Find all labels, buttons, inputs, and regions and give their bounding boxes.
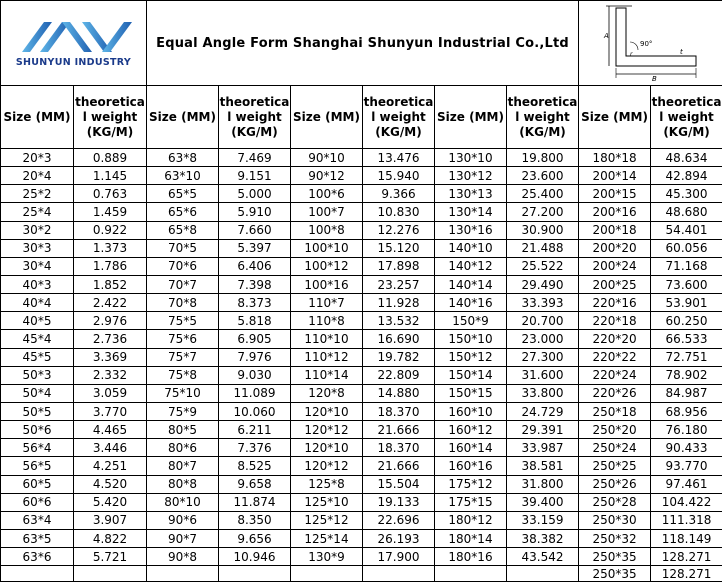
weight-cell: 60.056 xyxy=(651,239,722,257)
size-cell: 60*6 xyxy=(1,493,74,511)
size-cell: 130*13 xyxy=(435,185,507,203)
size-cell: 100*8 xyxy=(291,221,363,239)
page-title: Equal Angle Form Shanghai Shunyun Industrial Co.,Ltd xyxy=(147,1,579,86)
weight-cell: 27.300 xyxy=(507,348,579,366)
weight-cell: 8.525 xyxy=(219,457,291,475)
weight-cell: 76.180 xyxy=(651,421,722,439)
weight-cell: 23.257 xyxy=(363,275,435,293)
size-cell: 110*12 xyxy=(291,348,363,366)
weight-cell: 118.149 xyxy=(651,529,722,547)
table-row xyxy=(1,457,722,475)
weight-cell: 4.822 xyxy=(74,529,147,547)
weight-cell: 22.809 xyxy=(363,366,435,384)
weight-cell: 0.763 xyxy=(74,185,147,203)
size-cell: 75*9 xyxy=(147,402,219,420)
weight-cell: 39.400 xyxy=(507,493,579,511)
weight-cell: 6.905 xyxy=(219,330,291,348)
size-cell: 250*30 xyxy=(579,511,651,529)
size-cell: 70*8 xyxy=(147,294,219,312)
logo-cell xyxy=(1,1,147,86)
size-cell: 180*18 xyxy=(579,149,651,167)
size-cell: 90*6 xyxy=(147,511,219,529)
table-row xyxy=(1,185,722,203)
weight-cell: 3.446 xyxy=(74,439,147,457)
weight-cell: 9.658 xyxy=(219,475,291,493)
size-cell: 160*10 xyxy=(435,402,507,420)
size-cell: 75*7 xyxy=(147,348,219,366)
weight-cell: 73.600 xyxy=(651,275,722,293)
weight-cell: 3.770 xyxy=(74,402,147,420)
size-cell: 125*12 xyxy=(291,511,363,529)
weight-cell: 53.901 xyxy=(651,294,722,312)
size-cell: 150*12 xyxy=(435,348,507,366)
size-cell: 50*3 xyxy=(1,366,74,384)
weight-cell: 42.894 xyxy=(651,167,722,185)
table-row xyxy=(1,257,722,275)
size-cell: 250*24 xyxy=(579,439,651,457)
size-cell: 120*10 xyxy=(291,439,363,457)
size-cell: 60*5 xyxy=(1,475,74,493)
column-header-size: Size (MM) xyxy=(147,86,219,149)
weight-cell: 17.898 xyxy=(363,257,435,275)
company-logo xyxy=(1,18,146,68)
weight-cell: 2.976 xyxy=(74,312,147,330)
weight-cell: 0.922 xyxy=(74,221,147,239)
table-row xyxy=(1,421,722,439)
size-cell: 150*15 xyxy=(435,384,507,402)
weight-cell: 71.168 xyxy=(651,257,722,275)
logo-mark-icon xyxy=(14,18,134,54)
size-cell: 200*24 xyxy=(579,257,651,275)
weight-cell: 13.476 xyxy=(363,149,435,167)
table-row xyxy=(1,475,722,493)
weight-cell: 2.422 xyxy=(74,294,147,312)
size-cell: 220*26 xyxy=(579,384,651,402)
weight-cell: 18.370 xyxy=(363,402,435,420)
table-row xyxy=(1,348,722,366)
weight-cell: 90.433 xyxy=(651,439,722,457)
size-cell: 100*16 xyxy=(291,275,363,293)
size-cell: 63*8 xyxy=(147,149,219,167)
weight-cell: 7.976 xyxy=(219,348,291,366)
size-cell: 250*35 xyxy=(579,566,651,582)
empty-cell xyxy=(507,566,579,582)
size-cell: 30*2 xyxy=(1,221,74,239)
label-t: t xyxy=(680,48,683,56)
size-cell: 150*10 xyxy=(435,330,507,348)
column-header-size: Size (MM) xyxy=(579,86,651,149)
logo-text: SHUNYUN INDUSTRY xyxy=(16,58,131,68)
size-cell: 50*4 xyxy=(1,384,74,402)
size-cell: 250*26 xyxy=(579,475,651,493)
size-cell: 110*7 xyxy=(291,294,363,312)
weight-cell: 23.600 xyxy=(507,167,579,185)
size-cell: 250*20 xyxy=(579,421,651,439)
label-a: A xyxy=(603,32,609,40)
weight-cell: 22.696 xyxy=(363,511,435,529)
size-cell: 125*8 xyxy=(291,475,363,493)
size-cell: 160*16 xyxy=(435,457,507,475)
weight-cell: 21.488 xyxy=(507,239,579,257)
weight-cell: 6.211 xyxy=(219,421,291,439)
size-cell: 63*4 xyxy=(1,511,74,529)
column-header-size: Size (MM) xyxy=(291,86,363,149)
weight-cell: 24.729 xyxy=(507,402,579,420)
weight-cell: 25.400 xyxy=(507,185,579,203)
size-cell: 250*35 xyxy=(579,548,651,566)
size-cell: 140*10 xyxy=(435,239,507,257)
size-cell: 120*12 xyxy=(291,421,363,439)
weight-cell: 2.332 xyxy=(74,366,147,384)
weight-cell: 9.656 xyxy=(219,529,291,547)
weight-cell: 10.830 xyxy=(363,203,435,221)
empty-cell xyxy=(147,566,219,582)
weight-cell: 11.874 xyxy=(219,493,291,511)
size-cell: 40*3 xyxy=(1,275,74,293)
size-cell: 65*6 xyxy=(147,203,219,221)
size-cell: 180*16 xyxy=(435,548,507,566)
table-body xyxy=(1,149,722,582)
label-angle: 90° xyxy=(640,40,652,48)
table-row xyxy=(1,529,722,547)
weight-cell: 48.680 xyxy=(651,203,722,221)
size-cell: 90*10 xyxy=(291,149,363,167)
size-cell: 250*28 xyxy=(579,493,651,511)
size-cell: 175*12 xyxy=(435,475,507,493)
weight-cell: 15.504 xyxy=(363,475,435,493)
weight-cell: 104.422 xyxy=(651,493,722,511)
size-cell: 140*16 xyxy=(435,294,507,312)
weight-cell: 4.465 xyxy=(74,421,147,439)
table-row xyxy=(1,402,722,420)
size-cell: 130*14 xyxy=(435,203,507,221)
weight-cell: 9.366 xyxy=(363,185,435,203)
weight-cell: 128.271 xyxy=(651,548,722,566)
size-cell: 110*10 xyxy=(291,330,363,348)
weight-cell: 11.928 xyxy=(363,294,435,312)
size-cell: 80*10 xyxy=(147,493,219,511)
size-cell: 65*8 xyxy=(147,221,219,239)
weight-cell: 84.987 xyxy=(651,384,722,402)
table-row xyxy=(1,149,722,167)
column-header-weight: theoretical weight (KG/M) xyxy=(74,86,147,149)
weight-cell: 45.300 xyxy=(651,185,722,203)
weight-cell: 3.059 xyxy=(74,384,147,402)
weight-cell: 10.060 xyxy=(219,402,291,420)
weight-cell: 1.145 xyxy=(74,167,147,185)
weight-cell: 16.690 xyxy=(363,330,435,348)
weight-cell: 5.910 xyxy=(219,203,291,221)
label-b: B xyxy=(652,75,657,82)
size-cell: 100*7 xyxy=(291,203,363,221)
size-cell: 180*14 xyxy=(435,529,507,547)
weight-cell: 38.581 xyxy=(507,457,579,475)
weight-cell: 11.089 xyxy=(219,384,291,402)
size-cell: 110*14 xyxy=(291,366,363,384)
weight-cell: 20.700 xyxy=(507,312,579,330)
weight-cell: 111.318 xyxy=(651,511,722,529)
weight-cell: 33.987 xyxy=(507,439,579,457)
size-cell: 90*12 xyxy=(291,167,363,185)
size-cell: 220*24 xyxy=(579,366,651,384)
weight-cell: 4.251 xyxy=(74,457,147,475)
table-row xyxy=(1,493,722,511)
size-cell: 150*9 xyxy=(435,312,507,330)
weight-cell: 31.800 xyxy=(507,475,579,493)
size-cell: 125*14 xyxy=(291,529,363,547)
weight-cell: 26.193 xyxy=(363,529,435,547)
size-cell: 130*9 xyxy=(291,548,363,566)
empty-cell xyxy=(1,566,74,582)
weight-cell: 1.852 xyxy=(74,275,147,293)
size-cell: 140*12 xyxy=(435,257,507,275)
weight-cell: 21.666 xyxy=(363,457,435,475)
size-cell: 160*12 xyxy=(435,421,507,439)
weight-cell: 33.159 xyxy=(507,511,579,529)
size-cell: 200*16 xyxy=(579,203,651,221)
column-header-weight: theoretical weight (KG/M) xyxy=(651,86,722,149)
size-cell: 125*10 xyxy=(291,493,363,511)
weight-cell: 9.151 xyxy=(219,167,291,185)
size-cell: 70*6 xyxy=(147,257,219,275)
size-cell: 80*8 xyxy=(147,475,219,493)
size-cell: 90*7 xyxy=(147,529,219,547)
column-header-weight: theoretical weight (KG/M) xyxy=(219,86,291,149)
weight-cell: 14.880 xyxy=(363,384,435,402)
table-row xyxy=(1,384,722,402)
weight-cell: 93.770 xyxy=(651,457,722,475)
weight-cell: 2.736 xyxy=(74,330,147,348)
size-cell: 180*12 xyxy=(435,511,507,529)
weight-cell: 15.940 xyxy=(363,167,435,185)
size-cell: 130*16 xyxy=(435,221,507,239)
size-cell: 75*5 xyxy=(147,312,219,330)
size-cell: 63*10 xyxy=(147,167,219,185)
weight-cell: 7.660 xyxy=(219,221,291,239)
size-cell: 200*25 xyxy=(579,275,651,293)
table-row xyxy=(1,167,722,185)
table-row xyxy=(1,548,722,566)
size-cell: 250*32 xyxy=(579,529,651,547)
weight-cell: 8.350 xyxy=(219,511,291,529)
size-cell: 250*25 xyxy=(579,457,651,475)
size-cell: 20*4 xyxy=(1,167,74,185)
weight-cell: 30.900 xyxy=(507,221,579,239)
size-cell: 65*5 xyxy=(147,185,219,203)
column-header-weight: theoretical weight (KG/M) xyxy=(507,86,579,149)
size-cell: 30*4 xyxy=(1,257,74,275)
weight-cell: 13.532 xyxy=(363,312,435,330)
size-cell: 110*8 xyxy=(291,312,363,330)
table-row xyxy=(1,366,722,384)
weight-cell: 9.030 xyxy=(219,366,291,384)
weight-cell: 19.800 xyxy=(507,149,579,167)
weight-cell: 60.250 xyxy=(651,312,722,330)
table-row xyxy=(1,439,722,457)
size-cell: 220*20 xyxy=(579,330,651,348)
weight-cell: 5.397 xyxy=(219,239,291,257)
size-cell: 200*18 xyxy=(579,221,651,239)
weight-cell: 1.373 xyxy=(74,239,147,257)
size-cell: 40*4 xyxy=(1,294,74,312)
weight-cell: 4.520 xyxy=(74,475,147,493)
empty-cell xyxy=(74,566,147,582)
weight-cell: 0.889 xyxy=(74,149,147,167)
size-cell: 140*14 xyxy=(435,275,507,293)
weight-cell: 29.490 xyxy=(507,275,579,293)
size-cell: 45*5 xyxy=(1,348,74,366)
size-cell: 45*4 xyxy=(1,330,74,348)
size-cell: 175*15 xyxy=(435,493,507,511)
weight-cell: 5.000 xyxy=(219,185,291,203)
weight-cell: 1.459 xyxy=(74,203,147,221)
size-cell: 80*7 xyxy=(147,457,219,475)
size-cell: 130*12 xyxy=(435,167,507,185)
weight-cell: 6.406 xyxy=(219,257,291,275)
size-cell: 200*15 xyxy=(579,185,651,203)
column-header-size: Size (MM) xyxy=(435,86,507,149)
weight-cell: 3.907 xyxy=(74,511,147,529)
size-cell: 220*22 xyxy=(579,348,651,366)
size-cell: 70*7 xyxy=(147,275,219,293)
weight-cell: 5.420 xyxy=(74,493,147,511)
size-cell: 120*10 xyxy=(291,402,363,420)
table-row xyxy=(1,312,722,330)
size-cell: 70*5 xyxy=(147,239,219,257)
weight-cell: 8.373 xyxy=(219,294,291,312)
size-cell: 40*5 xyxy=(1,312,74,330)
weight-cell: 7.469 xyxy=(219,149,291,167)
empty-cell xyxy=(219,566,291,582)
table-row xyxy=(1,221,722,239)
size-cell: 250*18 xyxy=(579,402,651,420)
table-row xyxy=(1,203,722,221)
size-cell: 75*8 xyxy=(147,366,219,384)
weight-cell: 68.956 xyxy=(651,402,722,420)
column-header-row xyxy=(1,86,722,149)
weight-cell: 66.533 xyxy=(651,330,722,348)
angle-diagram-icon xyxy=(586,2,716,82)
size-cell: 90*8 xyxy=(147,548,219,566)
weight-cell: 128.271 xyxy=(651,566,722,582)
size-cell: 25*2 xyxy=(1,185,74,203)
weight-cell: 38.382 xyxy=(507,529,579,547)
size-cell: 25*4 xyxy=(1,203,74,221)
weight-cell: 10.946 xyxy=(219,548,291,566)
size-cell: 56*4 xyxy=(1,439,74,457)
weight-cell: 7.398 xyxy=(219,275,291,293)
size-cell: 130*10 xyxy=(435,149,507,167)
weight-cell: 1.786 xyxy=(74,257,147,275)
size-cell: 50*5 xyxy=(1,402,74,420)
weight-cell: 23.000 xyxy=(507,330,579,348)
weight-cell: 33.393 xyxy=(507,294,579,312)
weight-cell: 25.522 xyxy=(507,257,579,275)
size-cell: 56*5 xyxy=(1,457,74,475)
table-row xyxy=(1,275,722,293)
size-cell: 220*18 xyxy=(579,312,651,330)
empty-cell xyxy=(435,566,507,582)
weight-cell: 5.721 xyxy=(74,548,147,566)
table-row xyxy=(1,330,722,348)
size-cell: 30*3 xyxy=(1,239,74,257)
weight-cell: 48.634 xyxy=(651,149,722,167)
weight-cell: 5.818 xyxy=(219,312,291,330)
size-cell: 20*3 xyxy=(1,149,74,167)
size-cell: 120*12 xyxy=(291,457,363,475)
size-cell: 75*6 xyxy=(147,330,219,348)
weight-cell: 31.600 xyxy=(507,366,579,384)
weight-cell: 7.376 xyxy=(219,439,291,457)
table-row xyxy=(1,511,722,529)
size-cell: 63*6 xyxy=(1,548,74,566)
column-header-weight: theoretical weight (KG/M) xyxy=(363,86,435,149)
empty-cell xyxy=(291,566,363,582)
empty-cell xyxy=(363,566,435,582)
weight-cell: 27.200 xyxy=(507,203,579,221)
size-cell: 200*20 xyxy=(579,239,651,257)
size-cell: 150*14 xyxy=(435,366,507,384)
size-cell: 220*16 xyxy=(579,294,651,312)
size-cell: 100*12 xyxy=(291,257,363,275)
size-cell: 120*8 xyxy=(291,384,363,402)
weight-cell: 17.900 xyxy=(363,548,435,566)
weight-cell: 97.461 xyxy=(651,475,722,493)
table-row xyxy=(1,566,722,582)
weight-cell: 33.800 xyxy=(507,384,579,402)
weight-cell: 29.391 xyxy=(507,421,579,439)
weight-cell: 54.401 xyxy=(651,221,722,239)
diagram-cell xyxy=(579,1,722,86)
size-cell: 80*5 xyxy=(147,421,219,439)
table-row xyxy=(1,294,722,312)
size-cell: 100*10 xyxy=(291,239,363,257)
weight-cell: 21.666 xyxy=(363,421,435,439)
size-cell: 75*10 xyxy=(147,384,219,402)
table-row xyxy=(1,239,722,257)
weight-cell: 15.120 xyxy=(363,239,435,257)
weight-cell: 3.369 xyxy=(74,348,147,366)
weight-cell: 18.370 xyxy=(363,439,435,457)
size-cell: 160*14 xyxy=(435,439,507,457)
weight-cell: 19.133 xyxy=(363,493,435,511)
size-cell: 63*5 xyxy=(1,529,74,547)
size-cell: 200*14 xyxy=(579,167,651,185)
size-cell: 100*6 xyxy=(291,185,363,203)
column-header-size: Size (MM) xyxy=(1,86,74,149)
size-cell: 50*6 xyxy=(1,421,74,439)
label-r: r xyxy=(630,51,633,58)
weight-cell: 78.902 xyxy=(651,366,722,384)
weight-cell: 43.542 xyxy=(507,548,579,566)
size-cell: 80*6 xyxy=(147,439,219,457)
weight-cell: 72.751 xyxy=(651,348,722,366)
weight-cell: 19.782 xyxy=(363,348,435,366)
weight-cell: 12.276 xyxy=(363,221,435,239)
